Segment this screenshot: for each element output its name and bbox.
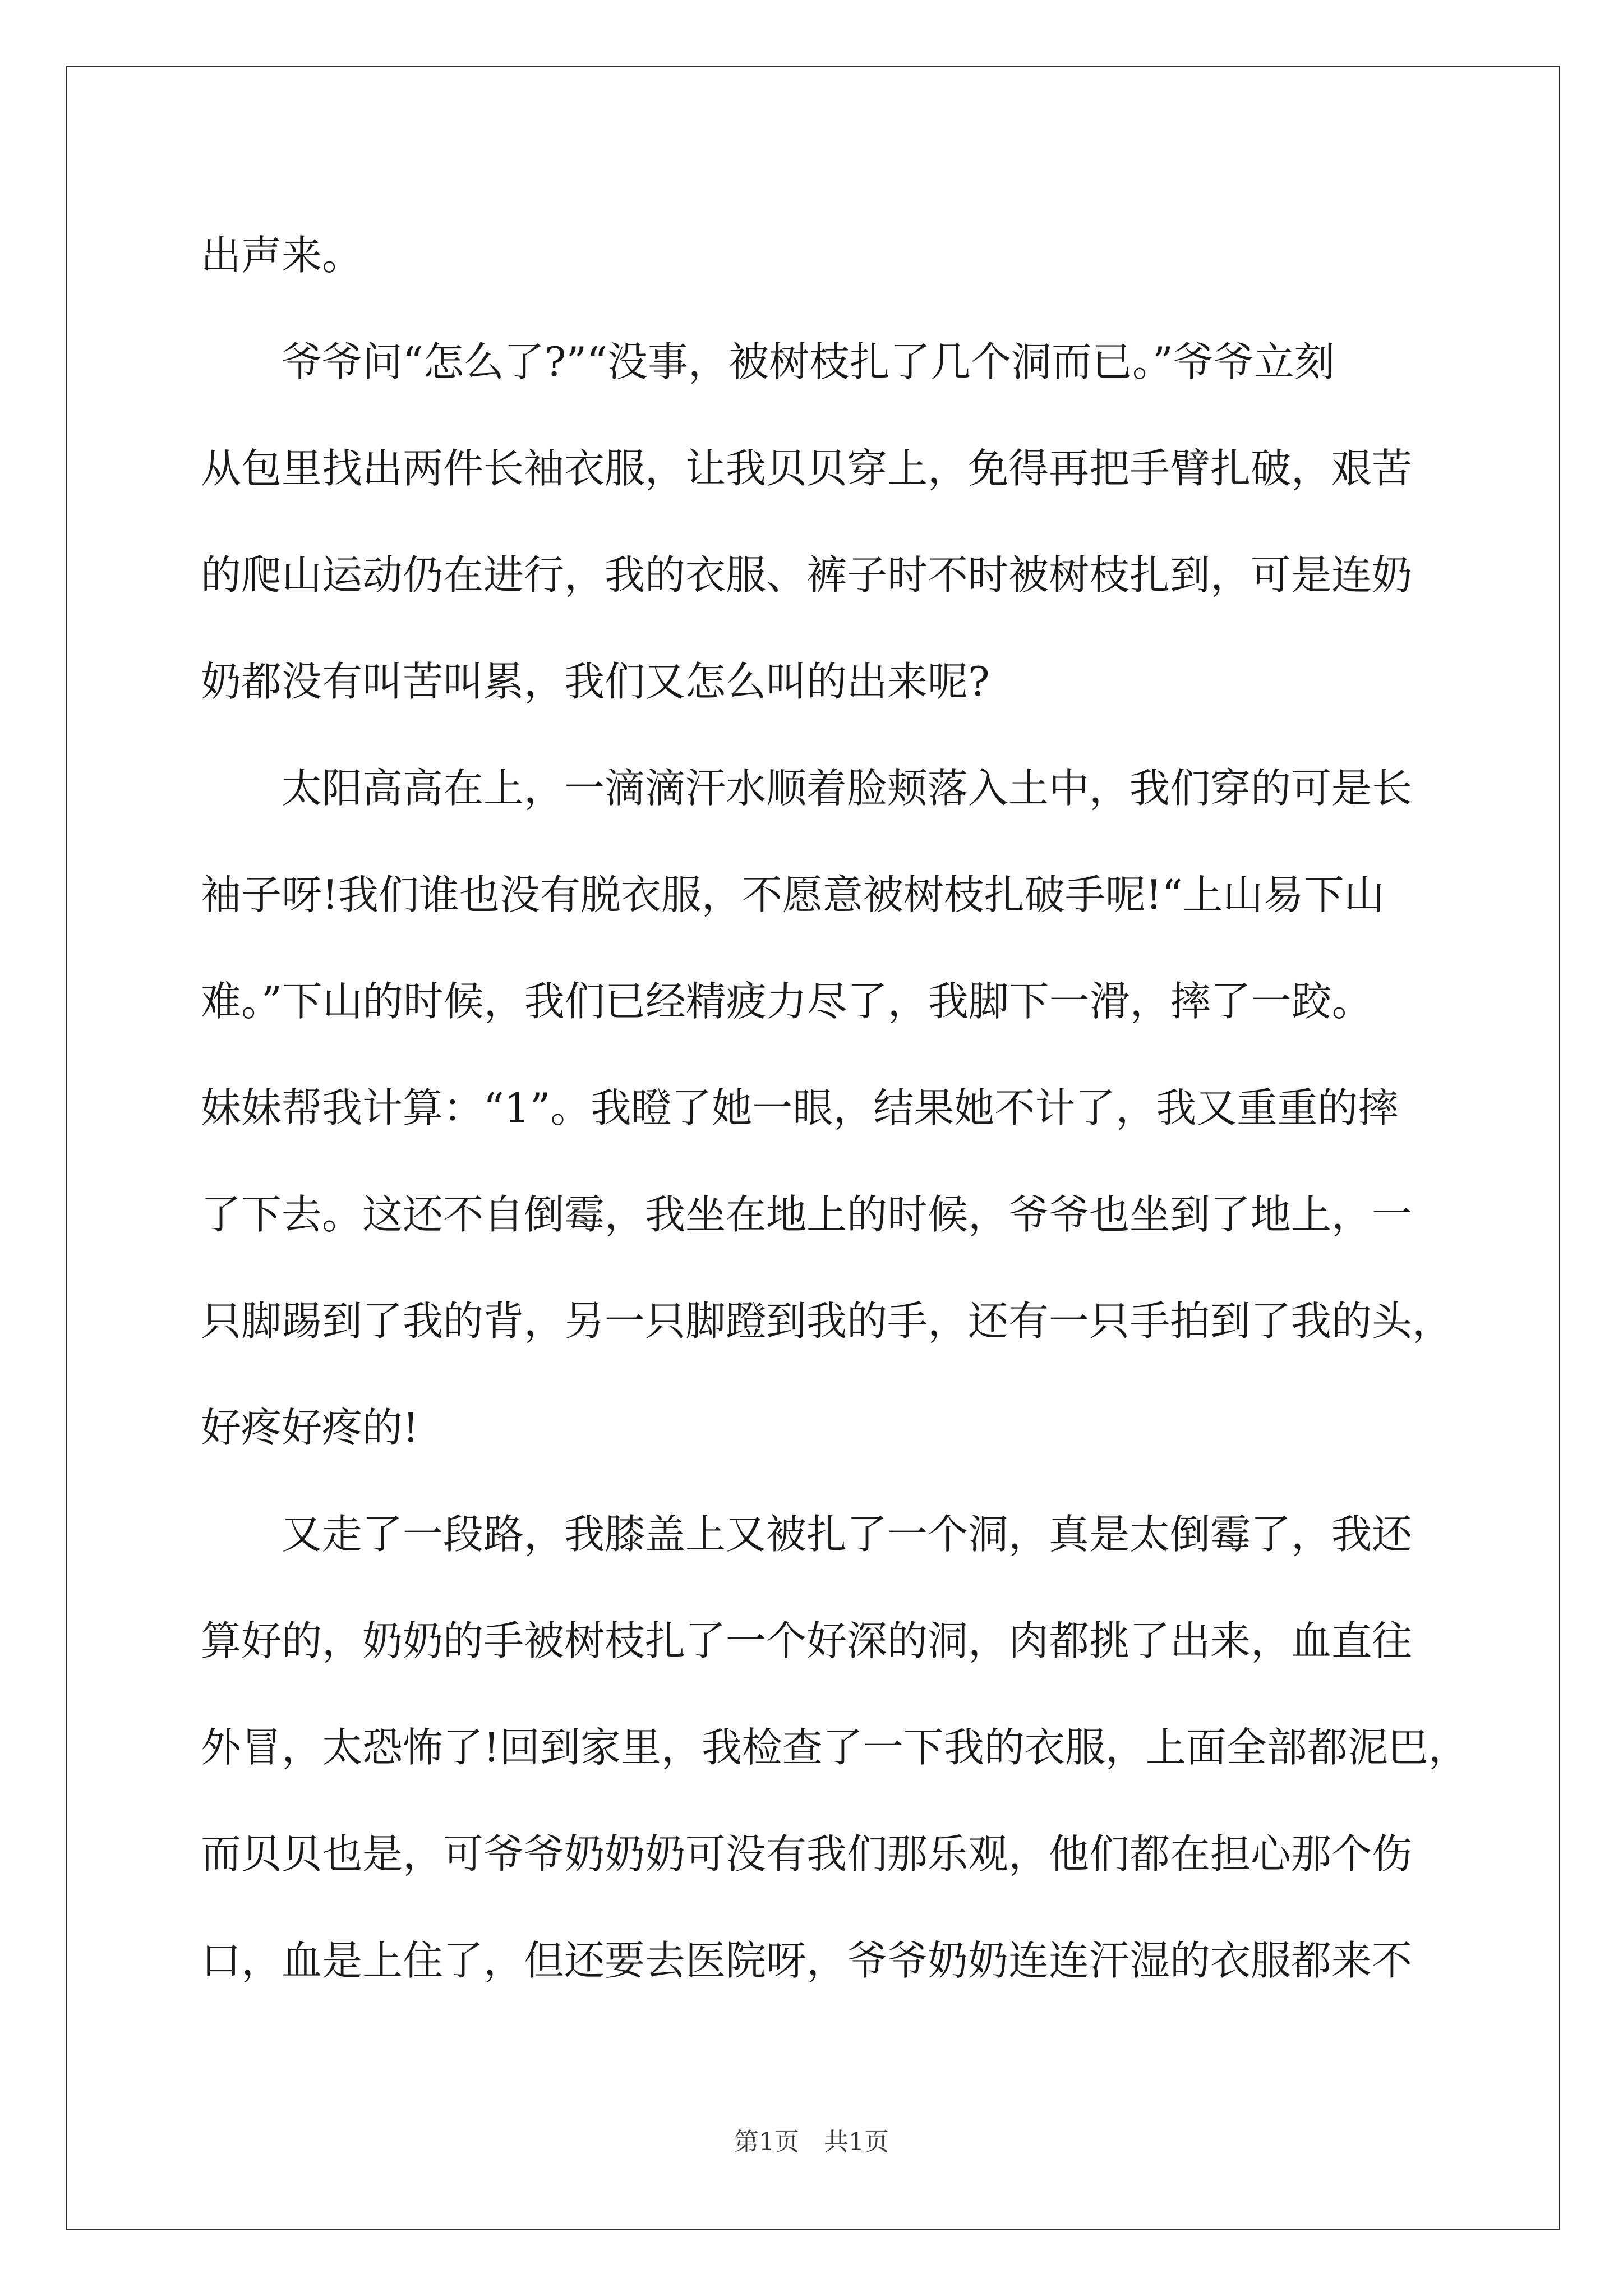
- text-line: 了下去。这还不自倒霉，我坐在地上的时候，爷爷也坐到了地上，一: [201, 1191, 1413, 1238]
- page-number-footer: 第1页 共1页: [734, 2128, 889, 2156]
- text-line: 出声来。: [201, 232, 363, 279]
- text-line: 难。”下山的时候，我们已经精疲力尽了，我脚下一滑，摔了一跤。: [201, 978, 1372, 1025]
- text-line: 的爬山运动仍在进行，我的衣服、裤子时不时被树枝扎到，可是连奶: [201, 551, 1413, 599]
- text-line: 爷爷问“怎么了?”“没事，被树枝扎了几个洞而已。”爷爷立刻: [282, 338, 1335, 385]
- text-line: 算好的，奶奶的手被树枝扎了一个好深的洞，肉都挑了出来，血直往: [201, 1617, 1413, 1664]
- text-line: 太阳高高在上，一滴滴汗水顺着脸颊落入土中，我们穿的可是长: [282, 765, 1413, 812]
- text-line: 好疼好疼的!: [201, 1404, 419, 1451]
- text-line: 外冒，太恐怖了!回到家里，我检查了一下我的衣服，上面全部都泥巴，: [201, 1724, 1469, 1771]
- text-line: 又走了一段路，我膝盖上又被扎了一个洞，真是太倒霉了，我还: [282, 1511, 1413, 1558]
- document-body: [201, 202, 1469, 2014]
- text-line: 口，血是上住了，但还要去医院呀，爷爷奶奶连连汗湿的衣服都来不: [201, 1937, 1413, 1984]
- text-line: 只脚踢到了我的背，另一只脚蹬到我的手，还有一只手拍到了我的头，: [201, 1297, 1453, 1345]
- text-line: 妹妹帮我计算：“1”。我瞪了她一眼，结果她不计了，我又重重的摔: [201, 1084, 1399, 1131]
- text-line: 奶都没有叫苦叫累，我们又怎么叫的出来呢?: [201, 658, 990, 705]
- text-line: 从包里找出两件长袖衣服，让我贝贝穿上，免得再把手臂扎破，艰苦: [201, 445, 1413, 492]
- text-line: 而贝贝也是，可爷爷奶奶奶可没有我们那乐观，他们都在担心那个伤: [201, 1830, 1413, 1878]
- text-line: 袖子呀!我们谁也没有脱衣服，不愿意被树枝扎破手呢!“上山易下山: [201, 871, 1385, 918]
